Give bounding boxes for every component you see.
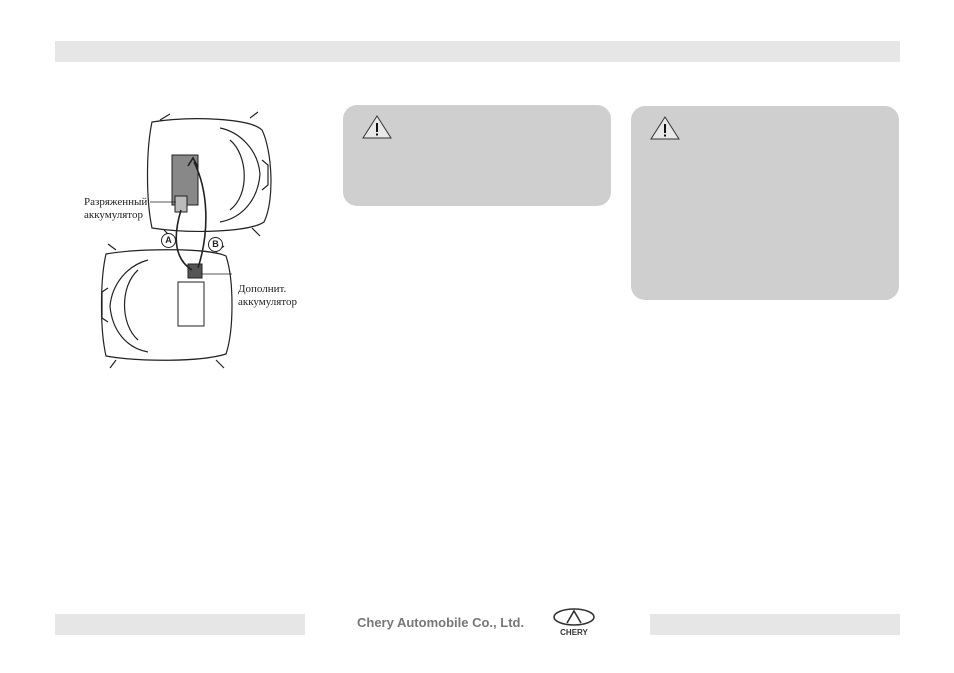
warning-box-1 [343, 105, 611, 206]
company-name: Chery Automobile Co., Ltd. [357, 615, 525, 630]
discharged-battery-label: Разряженный аккумулятор [84, 196, 148, 221]
jump-start-diagram [80, 110, 310, 375]
footer-bar-right [650, 614, 900, 635]
marker-b: B [208, 237, 223, 252]
footer-bar-left [55, 614, 305, 635]
warning-triangle-icon [649, 115, 681, 141]
logo-text: CHERY [560, 628, 588, 637]
warning-box-2 [631, 106, 899, 300]
chery-logo-icon [548, 607, 600, 637]
warning-triangle-icon [361, 114, 393, 140]
auxiliary-battery-label: Дополнит. аккумулятор [238, 283, 297, 308]
cars-illustration [80, 110, 310, 375]
header-bar [55, 41, 900, 62]
marker-a: A [161, 233, 176, 248]
